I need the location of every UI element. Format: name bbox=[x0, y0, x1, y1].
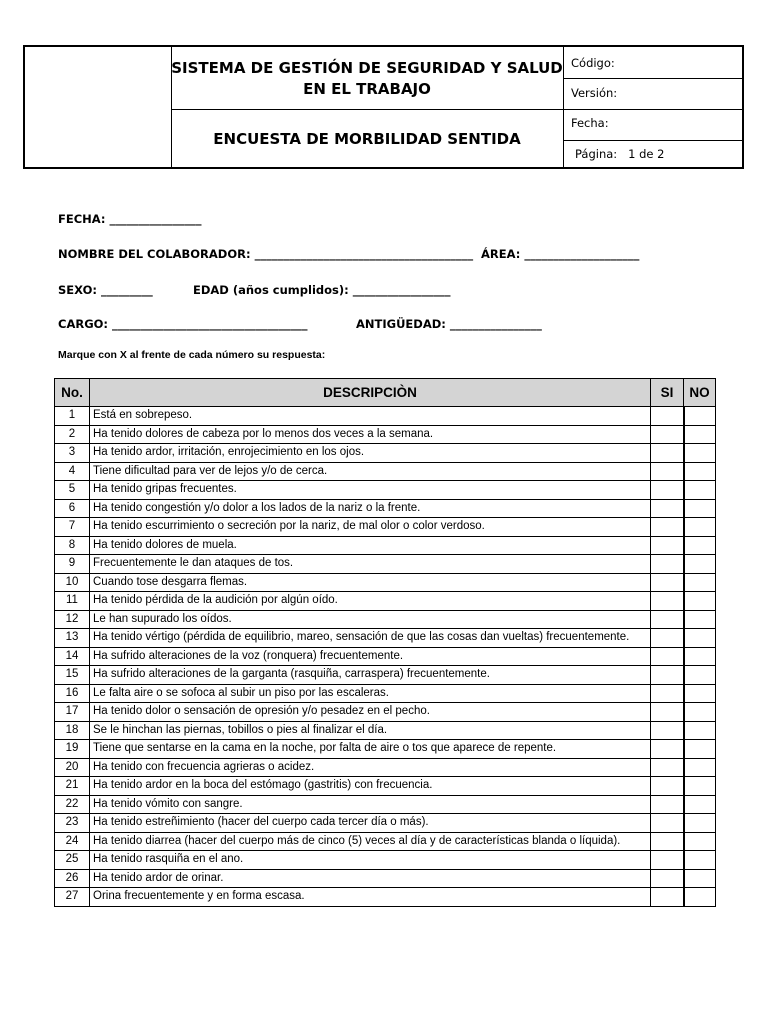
answer-si-cell[interactable] bbox=[651, 832, 684, 851]
document-header bbox=[23, 45, 744, 169]
answer-si-cell[interactable] bbox=[651, 647, 684, 666]
table-row bbox=[55, 851, 716, 870]
meta-row-divider-3 bbox=[563, 140, 742, 141]
table-row bbox=[55, 629, 716, 648]
answer-no-cell[interactable] bbox=[684, 536, 716, 555]
row-number: 19 bbox=[55, 740, 90, 759]
col-header-no-answer: NO bbox=[684, 379, 716, 407]
answer-no-cell[interactable] bbox=[684, 462, 716, 481]
answer-si-cell[interactable] bbox=[651, 814, 684, 833]
table-row bbox=[55, 814, 716, 833]
row-description: Ha tenido ardor de orinar. bbox=[90, 869, 651, 888]
table-row bbox=[55, 684, 716, 703]
answer-si-cell[interactable] bbox=[651, 758, 684, 777]
table-row bbox=[55, 703, 716, 722]
table-row bbox=[55, 795, 716, 814]
answer-no-cell[interactable] bbox=[684, 629, 716, 648]
survey-table bbox=[54, 378, 716, 907]
edad-field[interactable]: EDAD (años cumplidos): _________________ bbox=[193, 283, 451, 297]
row-description: Ha tenido dolores de muela. bbox=[90, 536, 651, 555]
row-number: 22 bbox=[55, 795, 90, 814]
header-subtitle: ENCUESTA DE MORBILIDAD SENTIDA bbox=[213, 130, 521, 148]
answer-no-cell[interactable] bbox=[684, 518, 716, 537]
col-header-descripcion: DESCRIPCIÒN bbox=[90, 379, 651, 407]
answer-no-cell[interactable] bbox=[684, 592, 716, 611]
row-number: 6 bbox=[55, 499, 90, 518]
row-description: Ha tenido con frecuencia agrieras o acidez. bbox=[90, 758, 651, 777]
answer-si-cell[interactable] bbox=[651, 481, 684, 500]
row-number: 5 bbox=[55, 481, 90, 500]
table-row bbox=[55, 758, 716, 777]
row-description: Ha tenido escurrimiento o secreción por la nariz, de mal olor o color verdoso. bbox=[90, 518, 651, 537]
table-row bbox=[55, 425, 716, 444]
pagina-label: Página: 1 de 2 bbox=[575, 147, 665, 161]
row-description: Tiene dificultad para ver de lejos y/o de cerca. bbox=[90, 462, 651, 481]
fecha-meta-label: Fecha: bbox=[571, 116, 609, 130]
row-description: Ha tenido gripas frecuentes. bbox=[90, 481, 651, 500]
row-description: Ha tenido pérdida de la audición por algún oído. bbox=[90, 592, 651, 611]
table-row bbox=[55, 518, 716, 537]
answer-no-cell[interactable] bbox=[684, 777, 716, 796]
row-number: 24 bbox=[55, 832, 90, 851]
answer-si-cell[interactable] bbox=[651, 499, 684, 518]
answer-si-cell[interactable] bbox=[651, 740, 684, 759]
answer-no-cell[interactable] bbox=[684, 555, 716, 574]
codigo-label: Código: bbox=[571, 56, 615, 70]
row-number: 10 bbox=[55, 573, 90, 592]
row-description: Ha tenido congestión y/o dolor a los lados de la nariz o la frente. bbox=[90, 499, 651, 518]
table-row bbox=[55, 777, 716, 796]
answer-no-cell[interactable] bbox=[684, 444, 716, 463]
row-description: Cuando tose desgarra flemas. bbox=[90, 573, 651, 592]
row-description: Ha tenido vómito con sangre. bbox=[90, 795, 651, 814]
answer-no-cell[interactable] bbox=[684, 425, 716, 444]
fecha-field[interactable]: FECHA: ________________ bbox=[58, 212, 202, 226]
row-number: 11 bbox=[55, 592, 90, 611]
answer-si-cell[interactable] bbox=[651, 795, 684, 814]
table-row bbox=[55, 610, 716, 629]
row-number: 9 bbox=[55, 555, 90, 574]
answer-no-cell[interactable] bbox=[684, 832, 716, 851]
answer-no-cell[interactable] bbox=[684, 703, 716, 722]
row-number: 12 bbox=[55, 610, 90, 629]
table-row bbox=[55, 740, 716, 759]
answer-no-cell[interactable] bbox=[684, 610, 716, 629]
row-number: 8 bbox=[55, 536, 90, 555]
header-title bbox=[171, 58, 563, 100]
answer-si-cell[interactable] bbox=[651, 888, 684, 907]
table-header-row bbox=[55, 379, 716, 407]
answer-no-cell[interactable] bbox=[684, 481, 716, 500]
antiguedad-field[interactable]: ANTIGÜEDAD: ________________ bbox=[356, 317, 542, 331]
instructions-text: Marque con X al frente de cada número su respuesta: bbox=[58, 349, 326, 361]
row-number: 13 bbox=[55, 629, 90, 648]
row-number: 25 bbox=[55, 851, 90, 870]
answer-si-cell[interactable] bbox=[651, 703, 684, 722]
answer-si-cell[interactable] bbox=[651, 444, 684, 463]
row-number: 3 bbox=[55, 444, 90, 463]
table-row bbox=[55, 721, 716, 740]
answer-si-cell[interactable] bbox=[651, 869, 684, 888]
col-header-no: No. bbox=[55, 379, 90, 407]
answer-si-cell[interactable] bbox=[651, 610, 684, 629]
header-title-line1: SISTEMA DE GESTIÓN DE SEGURIDAD Y SALUD bbox=[171, 59, 563, 77]
answer-no-cell[interactable] bbox=[684, 721, 716, 740]
answer-no-cell[interactable] bbox=[684, 573, 716, 592]
answer-no-cell[interactable] bbox=[684, 888, 716, 907]
title-divider bbox=[171, 109, 563, 110]
table-row bbox=[55, 481, 716, 500]
answer-si-cell[interactable] bbox=[651, 592, 684, 611]
table-row bbox=[55, 407, 716, 426]
row-description: Ha sufrido alteraciones de la voz (ronquera) frecuentemente. bbox=[90, 647, 651, 666]
sexo-field[interactable]: SEXO: _________ bbox=[58, 283, 153, 297]
answer-no-cell[interactable] bbox=[684, 795, 716, 814]
row-description: Le han supurado los oídos. bbox=[90, 610, 651, 629]
row-number: 21 bbox=[55, 777, 90, 796]
answer-no-cell[interactable] bbox=[684, 758, 716, 777]
table-row bbox=[55, 592, 716, 611]
row-number: 7 bbox=[55, 518, 90, 537]
cargo-field[interactable]: CARGO: __________________________________ bbox=[58, 317, 308, 331]
row-number: 1 bbox=[55, 407, 90, 426]
row-number: 18 bbox=[55, 721, 90, 740]
answer-si-cell[interactable] bbox=[651, 425, 684, 444]
answer-si-cell[interactable] bbox=[651, 555, 684, 574]
answer-si-cell[interactable] bbox=[651, 518, 684, 537]
header-title-line2: EN EL TRABAJO bbox=[303, 80, 431, 98]
meta-divider bbox=[563, 47, 564, 167]
row-description: Ha tenido diarrea (hacer del cuerpo más de cinco (5) veces al día y de características blanda o líquida). bbox=[90, 832, 651, 851]
row-number: 16 bbox=[55, 684, 90, 703]
row-number: 20 bbox=[55, 758, 90, 777]
answer-si-cell[interactable] bbox=[651, 629, 684, 648]
answer-no-cell[interactable] bbox=[684, 499, 716, 518]
row-number: 26 bbox=[55, 869, 90, 888]
row-description: Le falta aire o se sofoca al subir un piso por las escaleras. bbox=[90, 684, 651, 703]
version-label: Versión: bbox=[571, 86, 618, 100]
table-row bbox=[55, 499, 716, 518]
row-description: Ha tenido ardor, irritación, enrojecimiento en los ojos. bbox=[90, 444, 651, 463]
row-description: Ha tenido ardor en la boca del estómago (gastritis) con frecuencia. bbox=[90, 777, 651, 796]
answer-si-cell[interactable] bbox=[651, 407, 684, 426]
answer-si-cell[interactable] bbox=[651, 573, 684, 592]
answer-no-cell[interactable] bbox=[684, 740, 716, 759]
row-description: Ha tenido vértigo (pérdida de equilibrio, mareo, sensación de que las cosas dan vueltas) frecuentemente. bbox=[90, 629, 651, 648]
answer-no-cell[interactable] bbox=[684, 666, 716, 685]
table-row bbox=[55, 536, 716, 555]
answer-si-cell[interactable] bbox=[651, 721, 684, 740]
row-description: Está en sobrepeso. bbox=[90, 407, 651, 426]
row-number: 15 bbox=[55, 666, 90, 685]
table-row bbox=[55, 573, 716, 592]
table-row bbox=[55, 444, 716, 463]
answer-si-cell[interactable] bbox=[651, 684, 684, 703]
answer-no-cell[interactable] bbox=[684, 814, 716, 833]
table-row bbox=[55, 869, 716, 888]
answer-no-cell[interactable] bbox=[684, 407, 716, 426]
answer-no-cell[interactable] bbox=[684, 869, 716, 888]
answer-no-cell[interactable] bbox=[684, 684, 716, 703]
row-number: 23 bbox=[55, 814, 90, 833]
row-number: 17 bbox=[55, 703, 90, 722]
table-row bbox=[55, 666, 716, 685]
row-description: Se le hinchan las piernas, tobillos o pies al finalizar el día. bbox=[90, 721, 651, 740]
row-description: Tiene que sentarse en la cama en la noche, por falta de aire o tos que aparece de repente. bbox=[90, 740, 651, 759]
meta-row-divider-1 bbox=[563, 78, 742, 79]
row-description: Orina frecuentemente y en forma escasa. bbox=[90, 888, 651, 907]
answer-si-cell[interactable] bbox=[651, 851, 684, 870]
meta-row-divider-2 bbox=[563, 109, 742, 110]
row-description: Ha tenido estreñimiento (hacer del cuerpo cada tercer día o más). bbox=[90, 814, 651, 833]
row-description: Ha tenido dolor o sensación de opresión y/o pesadez en el pecho. bbox=[90, 703, 651, 722]
survey-rows bbox=[55, 407, 716, 907]
nombre-field[interactable]: NOMBRE DEL COLABORADOR: ______________________________________ bbox=[58, 247, 474, 261]
row-number: 2 bbox=[55, 425, 90, 444]
row-number: 27 bbox=[55, 888, 90, 907]
row-description: Ha sufrido alteraciones de la garganta (rasquiña, carraspera) frecuentemente. bbox=[90, 666, 651, 685]
table-row bbox=[55, 647, 716, 666]
row-number: 4 bbox=[55, 462, 90, 481]
answer-si-cell[interactable] bbox=[651, 777, 684, 796]
area-field[interactable]: ÁREA: ____________________ bbox=[481, 247, 640, 261]
answer-si-cell[interactable] bbox=[651, 536, 684, 555]
table-row bbox=[55, 555, 716, 574]
row-description: Ha tenido dolores de cabeza por lo menos dos veces a la semana. bbox=[90, 425, 651, 444]
answer-no-cell[interactable] bbox=[684, 851, 716, 870]
answer-si-cell[interactable] bbox=[651, 462, 684, 481]
table-row bbox=[55, 888, 716, 907]
col-header-si: SI bbox=[651, 379, 684, 407]
answer-no-cell[interactable] bbox=[684, 647, 716, 666]
row-description: Frecuentemente le dan ataques de tos. bbox=[90, 555, 651, 574]
table-row bbox=[55, 832, 716, 851]
row-description: Ha tenido rasquiña en el ano. bbox=[90, 851, 651, 870]
row-number: 14 bbox=[55, 647, 90, 666]
table-row bbox=[55, 462, 716, 481]
answer-si-cell[interactable] bbox=[651, 666, 684, 685]
